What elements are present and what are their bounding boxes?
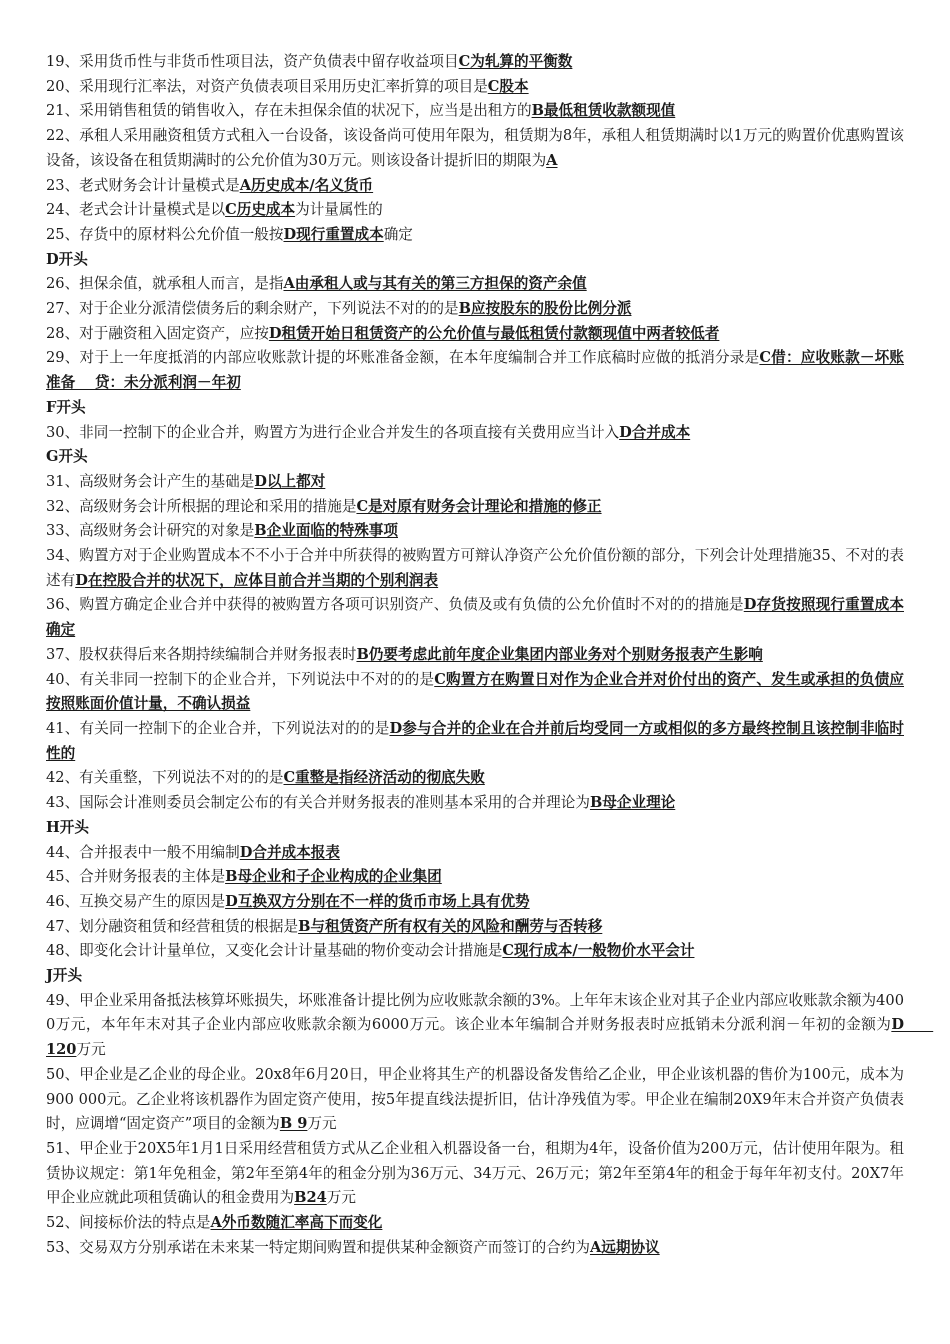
question-text: 25、存货中的原材料公允价值一般按 [46,225,284,243]
question-text: 48、即变化会计计量单位，又变化会计计量基础的物价变动会计措施是 [46,942,503,960]
answer-text: C股本 [487,77,529,95]
question-item [46,346,904,395]
answer-text: D在控股合并的状况下，应体目前合并当期的个别利润表 [75,571,439,589]
answer-text: C历史成本 [225,201,296,219]
trailing-text: 万元 [307,1115,337,1133]
question-text: 28、对于融资租入固定资产，应按 [46,324,269,342]
question-item [46,865,904,890]
question-item [46,890,904,915]
question-item [46,470,904,495]
answer-text: D 120 [46,1016,934,1059]
question-item [46,519,904,544]
question-text: 30、非同一控制下的企业合并，购置方为进行企业合并发生的各项直接有关费用应当计入 [46,423,620,441]
question-text: 41、有关同一控制下的企业合并，下列说法对的的是 [46,719,390,737]
question-item [46,50,904,75]
question-item [46,495,904,520]
answer-text: C重整是指经济活动的彻底失败 [283,769,485,787]
question-item [46,989,934,1063]
section-heading: D开头 [46,250,88,268]
trailing-text: 万元 [326,1189,356,1207]
answer-text: C现行成本/一般物价水平会计 [502,942,695,960]
question-text: 23、老式财务会计计量模式是 [46,176,240,194]
question-item [46,297,904,322]
question-text: 47、划分融资租赁和经营租赁的根据是 [46,917,299,935]
question-item [46,322,904,347]
section-heading: F开头 [46,398,86,416]
question-text: 49、甲企业采用备抵法核算坏账损失，坏账准备计提比例为应收账款余额的3%。上年年末该企业对其子企业内部应收账款余额为4000万元，本年年末对其子企业内部应收账款余额为6000万元。该企业本年编制合并财务报表时应抵销未分派利润－年初的金额为 [46,991,904,1034]
question-text: 26、担保余值，就承租人而言，是指 [46,275,284,293]
answer-text: D以上都对 [254,472,326,490]
answer-text: C为轧算的平衡数 [458,53,573,70]
answer-text: B最低租赁收款额现值 [531,102,676,120]
question-item [46,1137,904,1211]
question-text: 19、采用货币性与非货币性项目法，资产负债表中留存收益项目 [46,53,459,70]
question-item [46,99,904,124]
question-text: 51、甲企业于20X5年1月1日采用经营租赁方式从乙企业租入机器设备一台，租期为4年，设备价值为200万元，估计使用年限为。租赁协议规定：第1年免租金，第2年至第4年的租金分别为36万元、34万元、26万元；第2年至第4年的租金于每年年初支付。20X7年甲企业应就此项租赁确认的租金费用为 [46,1139,904,1207]
question-item [46,75,904,100]
answer-text: D参与合并的企业在合并前后均受同一方或相似的多方最终控制且该控制非临时性的 [46,719,904,762]
question-item [46,198,904,223]
question-item [46,841,904,866]
question-text: 24、老式会计计量模式是以 [46,201,226,219]
answer-text: D合并成本 [619,423,691,441]
section-heading: J开头 [46,967,83,985]
answer-text: B企业面临的特殊事项 [254,522,398,540]
question-item [46,593,904,642]
question-item [46,915,904,940]
question-item [46,939,904,964]
question-text: 20、采用现行汇率法，对资产负债表项目采用历史汇率折算的项目是 [46,77,488,95]
answer-text: B应按股东的股份比例分派 [458,300,632,318]
question-item [46,668,904,717]
answer-text: A [546,151,558,169]
question-text: 21、采用销售租赁的销售收入，存在未担保余值的状况下，应当是出租方的 [46,102,532,120]
answer-text: D现行重置成本 [283,225,384,243]
answer-text: A历史成本/名义货币 [239,176,374,194]
section-heading: H开头 [46,818,89,836]
question-text: 33、高级财务会计研究的对象是 [46,522,255,540]
question-item [46,174,904,199]
question-text: 53、交易双方分别承诺在未来某一特定期间购置和提供某种金额资产而签订的合约为 [46,1238,590,1256]
answer-text: D存货按照现行重置成本确定 [46,596,904,639]
question-text: 46、互换交易产生的原因是 [46,892,226,910]
answer-text: C是对原有财务会计理论和措施的修正 [356,497,602,515]
question-item [46,766,904,791]
question-text: 44、合并报表中一般不用编制 [46,843,240,861]
question-text: 43、国际会计准则委员会制定公布的有关合并财务报表的准则基本采用的合并理论为 [46,794,590,812]
question-text: 45、合并财务报表的主体是 [46,868,226,886]
answer-text: B母企业理论 [589,794,676,812]
answer-text: B仍要考虑此前年度企业集团内部业务对个别财务报表产生影响 [356,645,763,663]
question-text: 27、对于企业分派清偿债务后的剩余财产，下列说法不对的的是 [46,300,459,318]
answer-text: C购置方在购置日对作为企业合并对价付出的资产、发生或承担的负债应按照账面价值计量，不确认损益 [46,670,904,713]
question-text: 40、有关非同一控制下的企业合并，下列说法中不对的的是 [46,670,435,688]
question-text: 50、甲企业是乙企业的母企业。20x8年6月20日，甲企业将其生产的机器设备发售给乙企业，甲企业该机器的售价为100元，成本为900 000元。乙企业将该机器作为固定资产使用，按5年提直线法提折旧，估计净残值为零。甲企业在编制20X9年末合并资产负债表时，应调增“固定资产”项目的金额为 [46,1065,904,1133]
answer-text: C借：应收账款－坏账准备 贷：未分派利润－年初 [46,349,905,392]
answer-text: B母企业和子企业构成的企业集团 [225,868,442,886]
question-text: 22、承租人采用融资租赁方式租入一台设备，该设备尚可使用年限为，租赁期为8年，承租人租赁期满时以1万元的购置价优惠购置该设备，该设备在租赁期满时的公允价值为30万元。则该设备计提折旧的期限为 [46,127,904,169]
question-text: 42、有关重整，下列说法不对的的是 [46,769,284,787]
question-text: 52、间接标价法的特点是 [46,1214,211,1232]
question-item [46,643,904,668]
question-item [46,1236,904,1261]
trailing-text: 为计量属性的 [295,201,383,219]
question-item [46,1211,904,1236]
section-heading: G开头 [46,448,88,466]
question-item [46,1063,904,1137]
question-item [46,223,904,248]
answer-text: D租赁开始日租赁资产的公允价值与最低租赁付款额现值中两者较低者 [268,324,720,342]
question-text: 32、高级财务会计所根据的理论和采用的措施是 [46,497,357,515]
question-item [46,421,904,446]
question-text: 37、股权获得后来各期持续编制合并财务报表时 [46,645,357,663]
question-text: 29、对于上一年度抵消的内部应收账款计提的坏账准备金额，在本年度编制合并工作底稿时应做的抵消分录是 [46,349,760,367]
trailing-text: 确定 [383,225,413,243]
answer-text: A远期协议 [589,1238,660,1256]
question-item [46,124,904,173]
question-item [46,791,904,816]
question-item [46,272,904,297]
answer-text: A外币数随汇率高下而变化 [210,1214,383,1232]
question-item [46,544,904,593]
question-text: 34、购置方对于企业购置成本不不小于合并中所获得的被购置方可辩认净资产公允价值份额的部分，下列会计处理措施35、不对的表述有 [46,547,904,589]
answer-text: B 9 [279,1115,308,1133]
question-text: 31、高级财务会计产生的基础是 [46,472,255,490]
answer-text: D合并成本报表 [239,843,340,861]
question-item [46,717,904,766]
trailing-text: 万元 [76,1041,106,1059]
question-text: 36、购置方确定企业合并中获得的被购置方各项可识别资产、负债及或有负债的公允价值时不对的的措施是 [46,596,744,614]
answer-text: D互换双方分别在不一样的货币市场上具有优势 [225,892,530,910]
answer-text: B与租赁资产所有权有关的风险和酬劳与否转移 [298,917,603,935]
answer-text: B24 [294,1189,327,1207]
answer-text: A由承租人或与其有关的第三方担保的资产余值 [283,275,587,293]
